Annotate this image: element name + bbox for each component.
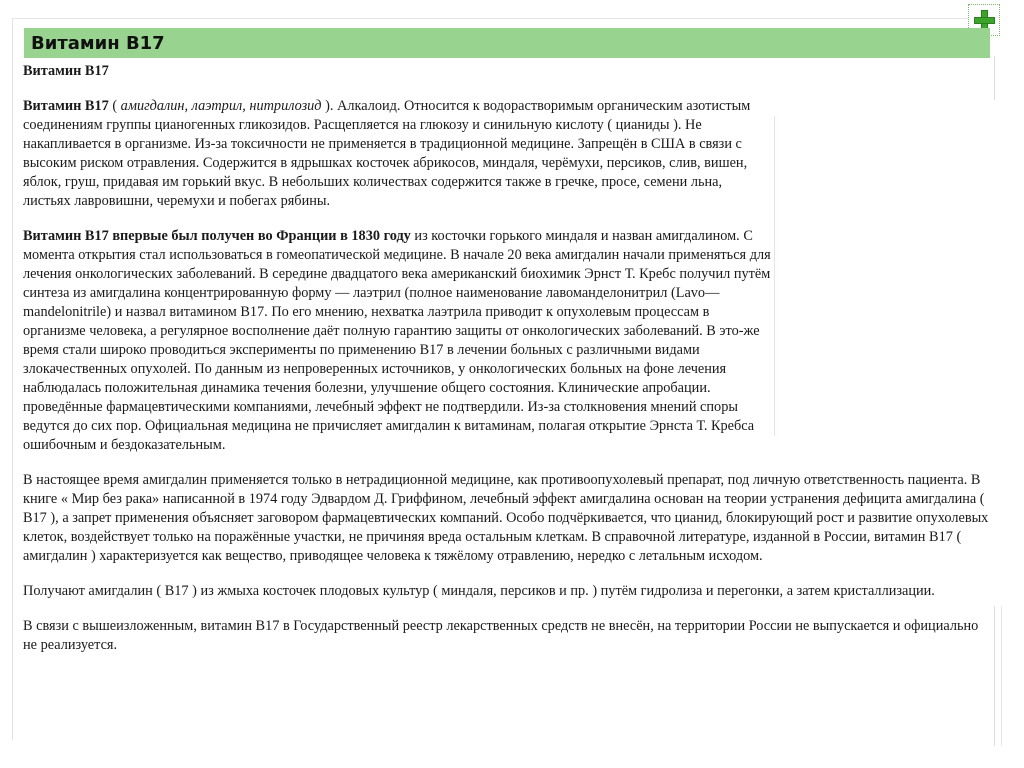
frame-border-left xyxy=(12,18,13,740)
paragraph-intro xyxy=(23,97,773,211)
history-bold-lead: Витамин B17 впервые был получен во Франции в 1830 году xyxy=(23,228,411,244)
intro-bold-lead: Витамин B17 xyxy=(23,98,109,114)
intro-open-paren: ( xyxy=(108,98,121,114)
page-title-bar xyxy=(24,28,990,58)
history-text: из косточки горького миндаля и назван амигдалином. С момента открытия стал использоваться в гомеопатической медицине. В начале 20 века амигдалин начали применяться для лечения онкологических заболеваний. В середине двадцатого века американский биохимик Эрнст Т. Кребс получил путём синтеза из амигдалина концентрированную форму — лаэтрил (полное наименование лавоманделонитрил (Lavo— mandelonitrile) и назвал витамином B17. По его мнению, нехватка лаэтрила приводит к опухолевым процессам в организме человека, а регулярное восполнение даёт полную гарантию защиты от онкологических заболеваний. В это-же время стали широко проводиться эксперименты по применению B17 в лечении больных с различными видами злокачественных опухолей. По данным из непроверенных источников, у онкологических больных на фоне лечения наблюдалась положительная динамика течения болезни, улучшение общего состояния. Клинические апробации. проведённые фармацевтическими компаниями, лечебный эффект не подтвердили. Из-за столкновения мнений споры ведутся до сих пор. Официальная медицина не причисляет амигдалин к витаминам, полагая открытие Эрнста Т. Кребса ошибочным и бездоказательным. xyxy=(23,228,771,453)
frame-border-right xyxy=(994,56,995,100)
page-title: Витамин B17 xyxy=(31,33,165,54)
intro-synonyms: амигдалин, лаэтрил, нитрилозид xyxy=(120,98,322,114)
article-body xyxy=(23,62,991,671)
frame-border-right-outer xyxy=(1001,606,1002,746)
paragraph-current-use: В настоящее время амигдалин применяется только в нетрадиционной медицине, как противоопухолевый препарат, под личную ответственность пациента. В книге « Мир без рака» написанной в 1974 году Эдвардом Д. Гриффином, лечебный эффект амигдалина основан на теории устранения дефицита амигдалина ( B17 ), а запрет применения объясняет заговором фармацевтических компаний. Особо подчёркивается, что цианид, блокирующий рост и развитие опухолевых клеток, воздействует только на поражённые участки, не причиняя вреда остальным клеткам. В справочной литературе, изданной в России, витамин B17 ( амигдалин ) характеризуется как вещество, приводящее человека к тяжёлому отравлению, нередко с летальным исходом. xyxy=(23,472,989,564)
paragraph-history xyxy=(23,227,773,455)
article-subtitle: Витамин B17 xyxy=(23,63,109,79)
frame-border-top xyxy=(12,18,988,19)
intro-text: ). Алкалоид. Относится к водорастворимым органическим азотистым соединениям группы цианогенных гликозидов. Расщепляется на глюкозу и синильную кислоту ( цианиды ). Не накапливается в организме. Из-за токсичности не применяется в традиционной медицине. Запрещён в США в связи с высоким риском отравления. Содержится в ядрышках косточек абрикосов, миндаля, черёмухи, персиков, слив, вишен, яблок, груш, придавая им горький вкус. В небольших количествах содержится также в гречке, просе, семени льна, листьях лавровишни, черемухи и побегах рябины. xyxy=(23,98,751,209)
paragraph-conclusion: В связи с вышеизложенным, витамин B17 в Государственный реестр лекарственных средств не внесён, на территории России не выпускается и официально не реализуется. xyxy=(23,618,979,653)
plus-icon-bar xyxy=(974,17,995,24)
paragraph-production: Получают амигдалин ( B17 ) из жмыха косточек плодовых культур ( миндаля, персиков и пр. ) путём гидролиза и перегонки, а затем кристаллизации. xyxy=(23,583,935,599)
frame-border-right-lower xyxy=(994,606,995,746)
